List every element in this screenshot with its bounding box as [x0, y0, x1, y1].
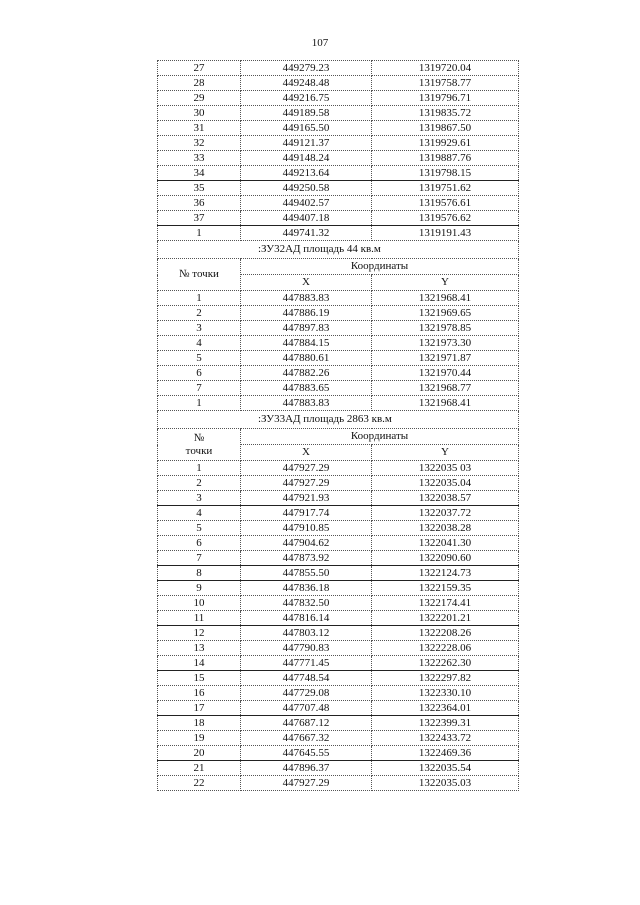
point-number-cell: 11	[158, 611, 241, 626]
table-row	[158, 91, 519, 106]
x-coordinate-cell: 447880.61	[241, 351, 372, 366]
x-coordinate-cell: 447896.37	[241, 761, 372, 776]
point-number-cell: 7	[158, 381, 241, 396]
y-coordinate-cell: 1319758.77	[372, 76, 519, 91]
x-coordinate-cell: 447917.74	[241, 506, 372, 521]
point-number-cell: 21	[158, 761, 241, 776]
y-coordinate-cell: 1321973.30	[372, 336, 519, 351]
x-coordinate-cell: 447883.65	[241, 381, 372, 396]
table-row	[158, 396, 519, 411]
y-coordinate-cell: 1321971.87	[372, 351, 519, 366]
y-coordinate-cell: 1319867.50	[372, 121, 519, 136]
point-number-cell: 5	[158, 351, 241, 366]
point-number-cell: 3	[158, 491, 241, 506]
point-number-cell: 5	[158, 521, 241, 536]
x-coordinate-cell: 449250.58	[241, 181, 372, 196]
x-header: X	[241, 445, 372, 461]
zu33-title: :ЗУ33АД площадь 2863 кв.м	[158, 411, 519, 429]
table-row	[158, 151, 519, 166]
y-coordinate-cell: 1322201.21	[372, 611, 519, 626]
point-number-cell: 35	[158, 181, 241, 196]
point-number-cell: 18	[158, 716, 241, 731]
table-row	[158, 731, 519, 746]
y-coordinate-cell: 1322038.28	[372, 521, 519, 536]
x-coordinate-cell: 447667.32	[241, 731, 372, 746]
x-coordinate-cell: 447832.50	[241, 596, 372, 611]
x-coordinate-cell: 447910.85	[241, 521, 372, 536]
table-row	[158, 196, 519, 211]
header-row	[158, 259, 519, 275]
table-row	[158, 641, 519, 656]
zu32-title: :ЗУ32АД площадь 44 кв.м	[158, 241, 519, 259]
point-header-line2: точки	[185, 444, 213, 457]
table-row	[158, 366, 519, 381]
part1-rows	[158, 61, 519, 241]
y-coordinate-cell: 1322297.82	[372, 671, 519, 686]
point-number-cell: 3	[158, 321, 241, 336]
y-coordinate-cell: 1319887.76	[372, 151, 519, 166]
x-coordinate-cell: 447803.12	[241, 626, 372, 641]
table-row	[158, 686, 519, 701]
point-number-header: № точки	[158, 259, 241, 291]
table-row	[158, 351, 519, 366]
coordinates-header: Координаты	[241, 429, 519, 445]
table-row	[158, 491, 519, 506]
table-row	[158, 136, 519, 151]
x-coordinate-cell: 447748.54	[241, 671, 372, 686]
table-row	[158, 211, 519, 226]
table-row	[158, 581, 519, 596]
table-row	[158, 306, 519, 321]
y-coordinate-cell: 1319929.61	[372, 136, 519, 151]
table-row	[158, 671, 519, 686]
point-number-cell: 37	[158, 211, 241, 226]
y-header: Y	[372, 275, 519, 291]
y-coordinate-cell: 1319835.72	[372, 106, 519, 121]
table-row	[158, 521, 519, 536]
x-coordinate-cell: 447884.15	[241, 336, 372, 351]
y-coordinate-cell: 1321968.77	[372, 381, 519, 396]
point-number-cell: 9	[158, 581, 241, 596]
y-coordinate-cell: 1322330.10	[372, 686, 519, 701]
page-number: 107	[311, 37, 329, 49]
table-row	[158, 746, 519, 761]
point-header-line1: №	[193, 431, 205, 444]
x-coordinate-cell: 447904.62	[241, 536, 372, 551]
x-header: X	[241, 275, 372, 291]
x-coordinate-cell: 447707.48	[241, 701, 372, 716]
coordinates-table	[157, 60, 519, 791]
table-row	[158, 336, 519, 351]
y-coordinate-cell: 1319576.61	[372, 196, 519, 211]
point-number-cell: 31	[158, 121, 241, 136]
table-row	[158, 551, 519, 566]
point-number-cell: 1	[158, 396, 241, 411]
point-number-cell: 1	[158, 461, 241, 476]
x-coordinate-cell: 447927.29	[241, 776, 372, 791]
x-coordinate-cell: 447927.29	[241, 476, 372, 491]
y-coordinate-cell: 1322035.03	[372, 776, 519, 791]
point-number-header	[158, 429, 241, 461]
point-number-cell: 15	[158, 671, 241, 686]
table-row	[158, 166, 519, 181]
table-row	[158, 106, 519, 121]
y-coordinate-cell: 1321970.44	[372, 366, 519, 381]
table-row	[158, 181, 519, 196]
point-number-cell: 16	[158, 686, 241, 701]
coordinates-document	[157, 60, 515, 791]
x-coordinate-cell: 447883.83	[241, 291, 372, 306]
zu33-rows	[158, 461, 519, 791]
x-coordinate-cell: 447921.93	[241, 491, 372, 506]
y-coordinate-cell: 1322159.35	[372, 581, 519, 596]
point-number-cell: 29	[158, 91, 241, 106]
section-title-row	[158, 241, 519, 259]
y-coordinate-cell: 1319796.71	[372, 91, 519, 106]
y-coordinate-cell: 1322399.31	[372, 716, 519, 731]
zu33-header	[158, 411, 519, 461]
y-coordinate-cell: 1319191.43	[372, 226, 519, 241]
table-row	[158, 461, 519, 476]
x-coordinate-cell: 447816.14	[241, 611, 372, 626]
x-coordinate-cell: 447790.83	[241, 641, 372, 656]
table-row	[158, 626, 519, 641]
table-row	[158, 596, 519, 611]
y-header: Y	[372, 445, 519, 461]
point-number-cell: 4	[158, 506, 241, 521]
x-coordinate-cell: 447771.45	[241, 656, 372, 671]
x-coordinate-cell: 447927.29	[241, 461, 372, 476]
x-coordinate-cell: 449402.57	[241, 196, 372, 211]
y-coordinate-cell: 1322208.26	[372, 626, 519, 641]
table-row	[158, 761, 519, 776]
point-number-cell: 14	[158, 656, 241, 671]
y-coordinate-cell: 1322364.01	[372, 701, 519, 716]
point-number-cell: 2	[158, 306, 241, 321]
table-row	[158, 611, 519, 626]
point-number-cell: 6	[158, 366, 241, 381]
table-row	[158, 476, 519, 491]
y-coordinate-cell: 1319576.62	[372, 211, 519, 226]
y-coordinate-cell: 1322035 03	[372, 461, 519, 476]
point-number-cell: 36	[158, 196, 241, 211]
y-coordinate-cell: 1321968.41	[372, 291, 519, 306]
y-coordinate-cell: 1322041.30	[372, 536, 519, 551]
x-coordinate-cell: 449121.37	[241, 136, 372, 151]
x-coordinate-cell: 447873.92	[241, 551, 372, 566]
x-coordinate-cell: 447729.08	[241, 686, 372, 701]
point-number-cell: 7	[158, 551, 241, 566]
y-coordinate-cell: 1322035.54	[372, 761, 519, 776]
y-coordinate-cell: 1319720.04	[372, 61, 519, 76]
table-row	[158, 536, 519, 551]
x-coordinate-cell: 449407.18	[241, 211, 372, 226]
y-coordinate-cell: 1322038.57	[372, 491, 519, 506]
table-row	[158, 716, 519, 731]
x-coordinate-cell: 447687.12	[241, 716, 372, 731]
point-number-cell: 17	[158, 701, 241, 716]
point-number-cell: 28	[158, 76, 241, 91]
y-coordinate-cell: 1322124.73	[372, 566, 519, 581]
point-number-cell: 33	[158, 151, 241, 166]
table-row	[158, 226, 519, 241]
point-number-cell: 30	[158, 106, 241, 121]
coordinates-header: Координаты	[241, 259, 519, 275]
x-coordinate-cell: 447882.26	[241, 366, 372, 381]
y-coordinate-cell: 1322228.06	[372, 641, 519, 656]
y-coordinate-cell: 1322037.72	[372, 506, 519, 521]
y-coordinate-cell: 1319751.62	[372, 181, 519, 196]
section-title-row	[158, 411, 519, 429]
table-row	[158, 566, 519, 581]
table-row	[158, 381, 519, 396]
table-row	[158, 656, 519, 671]
point-number-cell: 1	[158, 226, 241, 241]
x-coordinate-cell: 449248.48	[241, 76, 372, 91]
point-number-cell: 1	[158, 291, 241, 306]
point-number-cell: 12	[158, 626, 241, 641]
x-coordinate-cell: 447645.55	[241, 746, 372, 761]
y-coordinate-cell: 1322090.60	[372, 551, 519, 566]
point-number-cell: 8	[158, 566, 241, 581]
point-number-cell: 4	[158, 336, 241, 351]
table-row	[158, 61, 519, 76]
y-coordinate-cell: 1322469.36	[372, 746, 519, 761]
point-number-cell: 34	[158, 166, 241, 181]
point-number-cell: 22	[158, 776, 241, 791]
table-row	[158, 121, 519, 136]
y-coordinate-cell: 1321978.85	[372, 321, 519, 336]
x-coordinate-cell: 449213.64	[241, 166, 372, 181]
point-number-cell: 10	[158, 596, 241, 611]
y-coordinate-cell: 1322262.30	[372, 656, 519, 671]
x-coordinate-cell: 449148.24	[241, 151, 372, 166]
y-coordinate-cell: 1321968.41	[372, 396, 519, 411]
zu32-header	[158, 241, 519, 291]
point-number-cell: 27	[158, 61, 241, 76]
point-number-cell: 20	[158, 746, 241, 761]
y-coordinate-cell: 1322035.04	[372, 476, 519, 491]
x-coordinate-cell: 447883.83	[241, 396, 372, 411]
y-coordinate-cell: 1322433.72	[372, 731, 519, 746]
x-coordinate-cell: 449216.75	[241, 91, 372, 106]
point-number-cell: 32	[158, 136, 241, 151]
point-number-cell: 19	[158, 731, 241, 746]
zu32-rows	[158, 291, 519, 411]
table-row	[158, 506, 519, 521]
point-number-cell: 2	[158, 476, 241, 491]
table-row	[158, 776, 519, 791]
x-coordinate-cell: 449279.23	[241, 61, 372, 76]
y-coordinate-cell: 1322174.41	[372, 596, 519, 611]
table-row	[158, 321, 519, 336]
table-row	[158, 701, 519, 716]
x-coordinate-cell: 447836.18	[241, 581, 372, 596]
x-coordinate-cell: 449165.50	[241, 121, 372, 136]
x-coordinate-cell: 447855.50	[241, 566, 372, 581]
x-coordinate-cell: 449741.32	[241, 226, 372, 241]
x-coordinate-cell: 449189.58	[241, 106, 372, 121]
table-row	[158, 76, 519, 91]
y-coordinate-cell: 1319798.15	[372, 166, 519, 181]
header-row	[158, 429, 519, 445]
point-number-cell: 6	[158, 536, 241, 551]
x-coordinate-cell: 447886.19	[241, 306, 372, 321]
table-row	[158, 291, 519, 306]
x-coordinate-cell: 447897.83	[241, 321, 372, 336]
y-coordinate-cell: 1321969.65	[372, 306, 519, 321]
point-number-cell: 13	[158, 641, 241, 656]
